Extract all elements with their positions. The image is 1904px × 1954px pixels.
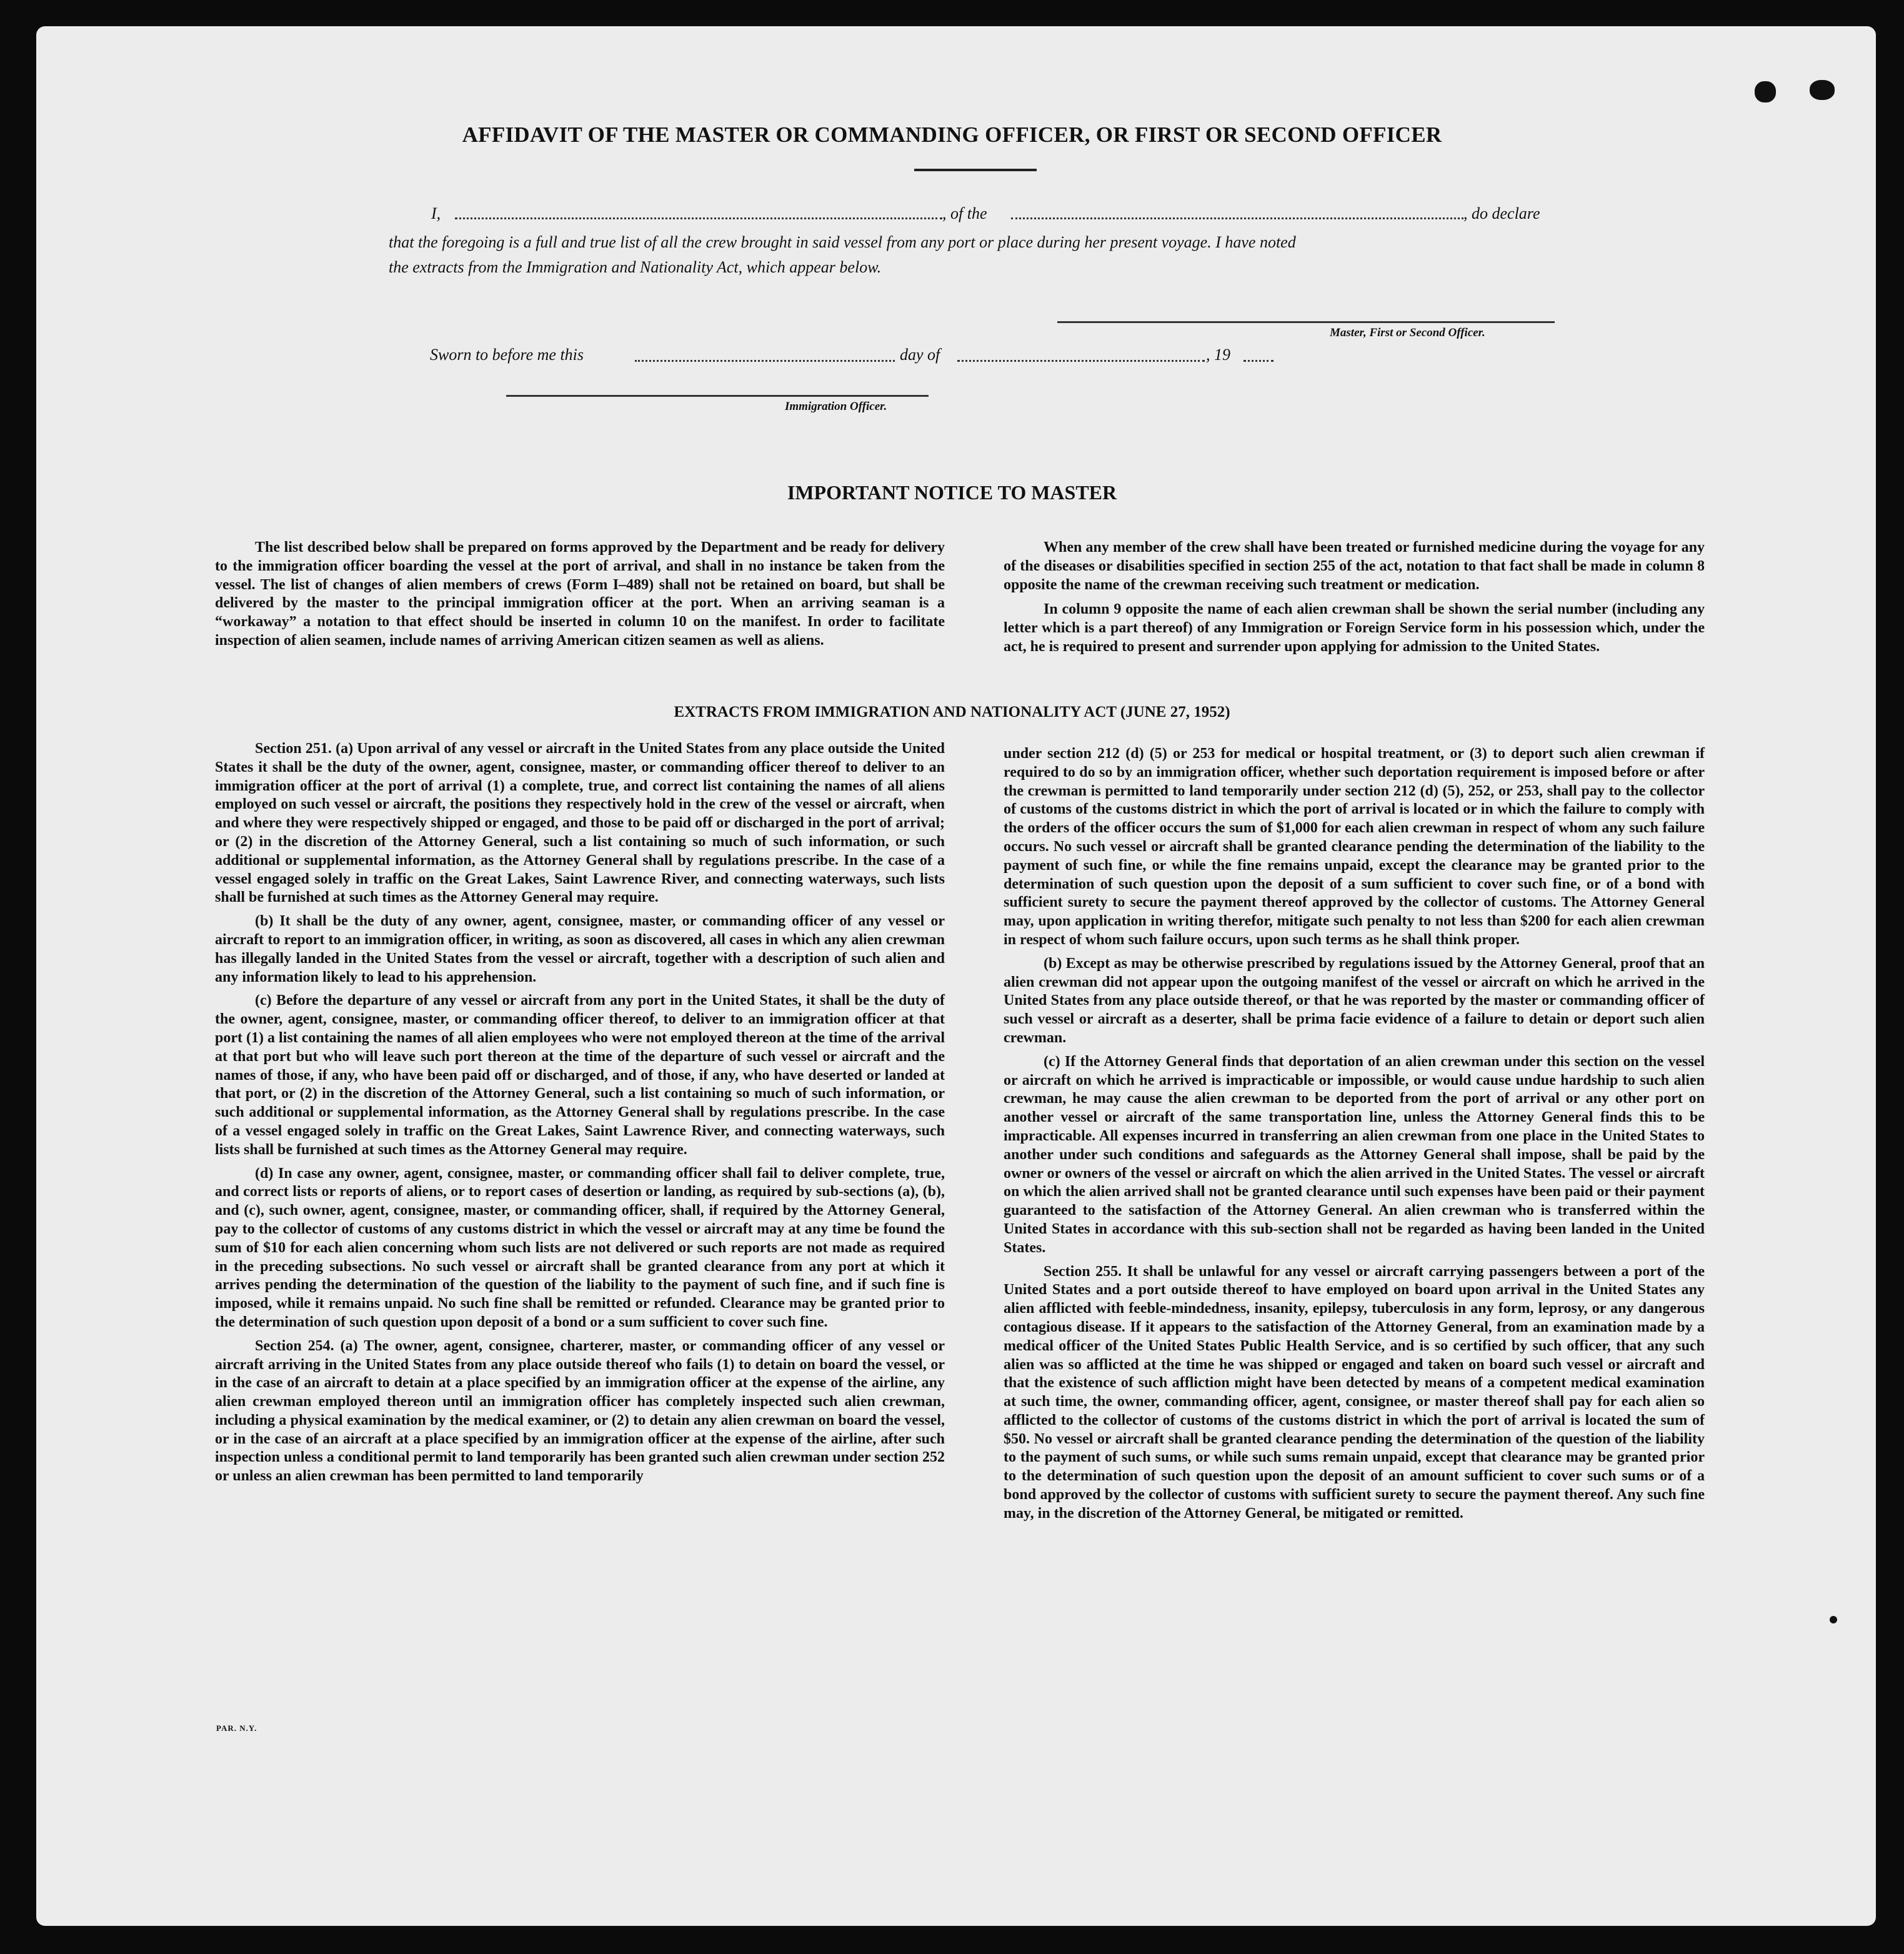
extracts-right-column: [1004, 745, 1705, 1528]
sworn-year-field[interactable]: [1244, 360, 1273, 362]
notice-right-paragraph-1: When any member of the crew shall have been treated or furnished medicine during the voyage for any of the diseases or disabilities specified in section 255 of the act, notation to that fact shall be made in column 8 opposite the name of the crewman receiving such treatment or medication.: [1004, 539, 1705, 593]
section-251-c: (c) Before the departure of any vessel or aircraft from any port in the United States, it shall be the duty of the owner, agent, consignee, master, or commanding officer thereof, to deliver to an immigration officer at that port (1) a list containing the names of all alien employees who were not employed thereon at the time of the arrival at that port but who will leave such port thereon at the time of the departure of such vessel or aircraft and the names of those, if any, who have been paid off or discharged, and of those, if any, who have deserted or landed at that port, or (2) in the discretion of the Attorney General, such a list containing so much of such information, or such additional or supplemental information, as the Attorney General shall by regulations prescribe. In the case of a vessel engaged solely in traffic on the Great Lakes, Saint Lawrence River, and connecting waterways, such lists shall be furnished at such times as the Attorney General may require.: [215, 992, 945, 1158]
immigration-officer-caption: Immigration Officer.: [785, 400, 887, 413]
extracts-left-column: [215, 740, 945, 1491]
master-signature-field[interactable]: [1057, 321, 1555, 323]
notice-left-paragraph: The list described below shall be prepared on forms approved by the Department and be ready for delivery to the immigration officer boarding the vessel at the port of arrival, and shall in no instance be taken from the vessel. The list of changes of alien members of crews (Form I–489) shall not be retained on board, but shall be delivered by the master to the principal immigration officer at the port. When an arriving seaman is a “workaway” a notation to that effect should be inserted in column 10 on the manifest. In order to facilitate inspection of alien seamen, include names of arriving American citizen seamen as well as aliens.: [215, 539, 945, 649]
day-of-label: day of: [900, 346, 940, 364]
section-254-a-continued: under section 212 (d) (5) or 253 for medical or hospital treatment, or (3) to deport such alien crewman if required to do so by an immigration officer, whether such deportation requirement is imposed before or after the crewman is permitted to land temporarily under section 212 (d) (5), 252, or 253, shall pay to the collector of customs of the customs district in which the port of arrival is located or in which the failure to comply with the orders of the officer occurs the sum of $1,000 for each alien crewman in respect of whom any such failure occurs. No such vessel or aircraft shall be granted clearance pending the determination of the liability to the payment of such fine, or while the fine remains unpaid, except the clearance may be granted prior to the determination of such question upon the deposit of a sum sufficient to cover such fine, or of a bond with sufficient surety to secure the payment thereof approved by the collector of customs. The Attorney General may, upon application in writing therefor, mitigate such penalty to not less than $200 for each alien crewman in respect of whom such failure occurs, upon such terms as he shall think proper.: [1004, 745, 1705, 948]
section-254-b: (b) Except as may be otherwise prescribed by regulations issued by the Attorney General, proof that an alien crewman did not appear upon the outgoing manifest of the vessel or aircraft on which he arrived in the United States from any place outside thereof, or that he was reported by the master or commanding officer of such vessel or aircraft as a deserter, shall be prima facie evidence of a failure to detain or deport such alien crewman.: [1004, 955, 1705, 1046]
affidavit-statement-line1: that the foregoing is a full and true list of all the crew brought in said vessel from any port or place during her present voyage. I have noted: [389, 233, 1296, 251]
ink-blot: [1810, 80, 1835, 100]
year-label: , 19: [1206, 346, 1230, 364]
section-251-b: (b) It shall be the duty of any owner, agent, consignee, master, or commanding officer of any vessel or aircraft to report to an immigration officer, in writing, as soon as discovered, all cases in which any alien crewman has illegally landed in the United States from the vessel or aircraft, together with a description of such alien and any information likely to lead to his apprehension.: [215, 913, 945, 985]
section-254-c: (c) If the Attorney General finds that deportation of an alien crewman under this section on the vessel or aircraft on which he arrived is impracticable or impossible, or would cause undue hardship to such alien crewman, he may cause the alien crewman to be deported from the port of arrival or any other port on another vessel or aircraft of the same transportation line, unless the Attorney General finds this to be impracticable. All expenses incurred in transferring an alien crewman from one place in the United States to another under such conditions and safeguards as the Attorney General shall impose, shall be paid by the owner or owners of the vessel or aircraft on which the alien arrived in the United States. The vessel or aircraft on which the alien arrived shall not be granted clearance until such expenses have been paid or their payment guaranteed to the satisfaction of the Attorney General. An alien crewman who is transferred within the United States in accordance with this sub-section shall not be regarded as having been landed in the United States.: [1004, 1053, 1705, 1256]
affidavit-statement-line2: the extracts from the Immigration and Nationality Act, which appear below.: [389, 258, 882, 276]
sworn-month-field[interactable]: [957, 360, 1205, 362]
section-255: Section 255. It shall be unlawful for any vessel or aircraft carrying passengers between a port of the United States and a port outside thereof to have employed on board upon arrival in the United States any alien afflicted with feeble-mindedness, insanity, epilepsy, tuberculosis in any form, leprosy, or any dangerous contagious disease. If it appears to the satisfaction of the Attorney General, from an examination made by a medical officer of the United States Public Health Service, and is so certified by such officer, that any such alien was so afflicted at the time he was shipped or engaged and taken on board such vessel or aircraft and that the existence of such affliction might have been detected by means of a competent medical examination at such time, the owner, commanding officer, agent, consignee, or master thereof shall pay for each alien so afflicted to the collector of customs of the customs district in which the port of arrival is located the sum of $50. No vessel or aircraft shall be granted clearance pending the determination of the question of the liability to the payment of such sums, or while such sums remain unpaid, except that clearance may be granted prior to the determination of such question upon the deposit of an amount sufficient to cover such sums or of a bond approved by the collector of customs with sufficient surety to secure the payment thereof. Any such fine may, in the discretion of the Attorney General, be mitigated or remitted.: [1004, 1263, 1705, 1522]
ink-dot: [1830, 1616, 1837, 1623]
section-254-a: Section 254. (a) The owner, agent, consignee, charterer, master, or commanding officer of any vessel or aircraft arriving in the United States from any place outside thereof who fails (1) to detain on board the vessel, or in the case of an aircraft to detain at a place specified by an immigration officer at the expense of the airline, any alien crewman employed thereon until an immigration officer has completely inspected such alien crewman, including a physical examination by the medical examiner, or (2) to detain any alien crewman on board the vessel, or in the case of an aircraft at a place specified by an immigration officer at the expense of the airline, after such inspection unless a conditional permit to land temporarily has been granted such alien crewman under section 252 or unless an alien crewman has been permitted to land temporarily: [215, 1337, 945, 1485]
notice-title: IMPORTANT NOTICE TO MASTER: [787, 481, 1117, 504]
printer-mark: PAR. N.Y.: [216, 1723, 257, 1733]
affidavit-of-the-label: , of the: [942, 204, 987, 222]
ink-blot: [1755, 81, 1776, 102]
affidavit-declare-label: , do declare: [1463, 204, 1540, 222]
affidavit-i-label: I,: [431, 204, 441, 222]
sworn-label: Sworn to before me this: [430, 346, 584, 364]
notice-right-paragraph-2: In column 9 opposite the name of each alien crewman shall be shown the serial number (including any letter which is a part thereof) of any Immigration or Foreign Service form in his possession which, under the act, he is required to present and surrender upon applying for admission to the United States.: [1004, 601, 1705, 655]
immigration-officer-signature-field[interactable]: [506, 395, 929, 397]
section-251-a: Section 251. (a) Upon arrival of any vessel or aircraft in the United States from any place outside the United States it shall be the duty of the owner, agent, consignee, master, or commanding officer thereof to deliver to an immigration officer at the port of arrival (1) a complete, true, and correct list containing the names of all aliens employed on such vessel or aircraft, the positions they respectively hold in the crew of the vessel or aircraft, when and where they were respectively shipped or engaged, and those to be paid off or discharged in the port of arrival; or (2) in the discretion of the Attorney General, such a list containing so much of such information, or such additional or supplemental information, as the Attorney General shall by regulations prescribe. In the case of a vessel engaged solely in traffic on the Great Lakes, Saint Lawrence River, and connecting waterways, such lists shall be furnished at such times as the Attorney General may require.: [215, 740, 945, 906]
sworn-day-field[interactable]: [635, 360, 895, 362]
vessel-field[interactable]: [1011, 217, 1463, 219]
page-title: AFFIDAVIT OF THE MASTER OR COMMANDING OFFICER, OR FIRST OR SECOND OFFICER: [462, 122, 1442, 147]
section-251-d: (d) In case any owner, agent, consignee, master, or commanding officer shall fail to deliver complete, true, and correct lists or reports of aliens, or to report cases of desertion or landing, as required by sub-sections (a), (b), and (c), such owner, agent, consignee, master, or commanding officer, shall, if required by the Attorney General, pay to the collector of customs of any customs district in which the vessel or aircraft may at any time be found the sum of $10 for each alien concerning whom such lists are not delivered or such reports are not made as required in the preceding subsections. No such vessel or aircraft shall be granted clearance from any port at which it arrives pending the determination of the question of the liability to the payment of such fine, and if such fine is imposed, while it remains unpaid. No such fine shall be remitted or refunded. Clearance may be granted prior to the determination of such question upon deposit of a bond or a sum sufficient to cover such fine.: [215, 1165, 945, 1330]
master-signature-caption: Master, First or Second Officer.: [1330, 326, 1485, 339]
notice-right-column: [1004, 539, 1705, 662]
extracts-title: EXTRACTS FROM IMMIGRATION AND NATIONALITY ACT (JUNE 27, 1952): [674, 704, 1230, 720]
name-field[interactable]: [455, 217, 942, 219]
notice-left-column: [215, 539, 945, 655]
title-underline: [914, 169, 1037, 171]
